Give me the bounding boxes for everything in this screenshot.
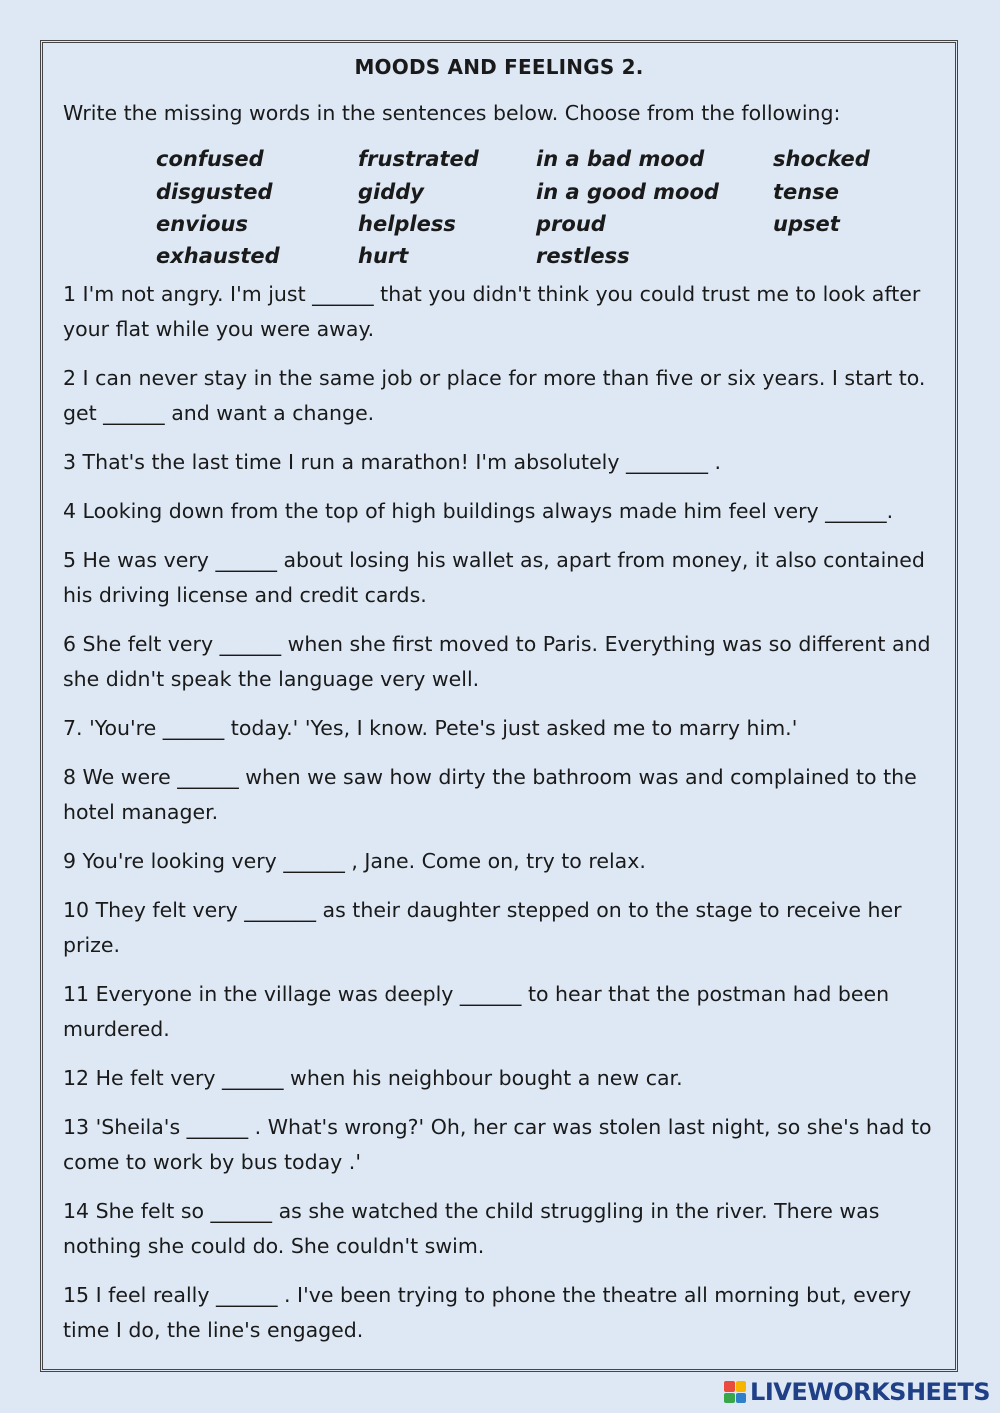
question-7: 7. 'You're ______ today.' 'Yes, I know. Pete's just asked me to marry him.' bbox=[63, 716, 798, 740]
question-12: 12 He felt very ______ when his neighbour bought a new car. bbox=[63, 1066, 683, 1090]
instructions-text: Write the missing words in the sentences below. Choose from the following: bbox=[63, 101, 841, 125]
word-bank-item: disgusted bbox=[156, 180, 273, 204]
word-bank-item: hurt bbox=[358, 244, 409, 268]
question-8: 8 We were ______ when we saw how dirty the bathroom was and complained to the hotel manager. bbox=[63, 765, 917, 824]
word-bank-item: in a good mood bbox=[536, 180, 719, 204]
word-bank-item: giddy bbox=[358, 180, 424, 204]
word-bank-item: frustrated bbox=[358, 147, 479, 171]
liveworksheets-logo[interactable] bbox=[724, 1379, 990, 1405]
word-bank-item: tense bbox=[773, 180, 839, 204]
question-13: 13 'Sheila's ______ . What's wrong?' Oh, her car was stolen last night, so she's had to come to work by bus today .' bbox=[63, 1115, 932, 1174]
question-10: 10 They felt very _______ as their daughter stepped on to the stage to receive her prize. bbox=[63, 898, 902, 957]
question-6: 6 She felt very ______ when she first moved to Paris. Everything was so different and she didn't speak the language very well. bbox=[63, 632, 931, 691]
word-bank-item: exhausted bbox=[156, 244, 280, 268]
question-4: 4 Looking down from the top of high buildings always made him feel very ______. bbox=[63, 499, 894, 523]
word-bank-item: proud bbox=[536, 212, 606, 236]
worksheet-frame bbox=[40, 40, 958, 1372]
liveworksheets-logo-text: LIVEWORKSHEETS bbox=[750, 1378, 990, 1406]
question-1: 1 I'm not angry. I'm just ______ that you didn't think you could trust me to look after your flat while you were away. bbox=[63, 282, 921, 341]
word-bank-item: confused bbox=[156, 147, 264, 171]
liveworksheets-logo-icon bbox=[724, 1381, 746, 1403]
question-11: 11 Everyone in the village was deeply ______ to hear that the postman had been murdered. bbox=[63, 982, 890, 1041]
word-bank-item: in a bad mood bbox=[536, 147, 705, 171]
question-5: 5 He was very ______ about losing his wallet as, apart from money, it also contained his driving license and credit cards. bbox=[63, 548, 925, 607]
question-9: 9 You're looking very ______ , Jane. Come on, try to relax. bbox=[63, 849, 646, 873]
word-bank-item: envious bbox=[156, 212, 248, 236]
question-2: 2 I can never stay in the same job or place for more than five or six years. I start to. get ______ and want a change. bbox=[63, 366, 926, 425]
worksheet-title: MOODS AND FEELINGS 2. bbox=[354, 55, 644, 79]
word-bank-item: upset bbox=[773, 212, 840, 236]
word-bank-item: restless bbox=[536, 244, 630, 268]
question-14: 14 She felt so ______ as she watched the child struggling in the river. There was nothing she could do. She couldn't swim. bbox=[63, 1199, 880, 1258]
question-list bbox=[63, 277, 953, 1362]
question-3: 3 That's the last time I run a marathon! I'm absolutely ________ . bbox=[63, 450, 722, 474]
question-15: 15 I feel really ______ . I've been trying to phone the theatre all morning but, every time I do, the line's engaged. bbox=[63, 1283, 912, 1342]
word-bank-item: helpless bbox=[358, 212, 456, 236]
word-bank-item: shocked bbox=[773, 147, 870, 171]
word-bank bbox=[156, 147, 936, 277]
